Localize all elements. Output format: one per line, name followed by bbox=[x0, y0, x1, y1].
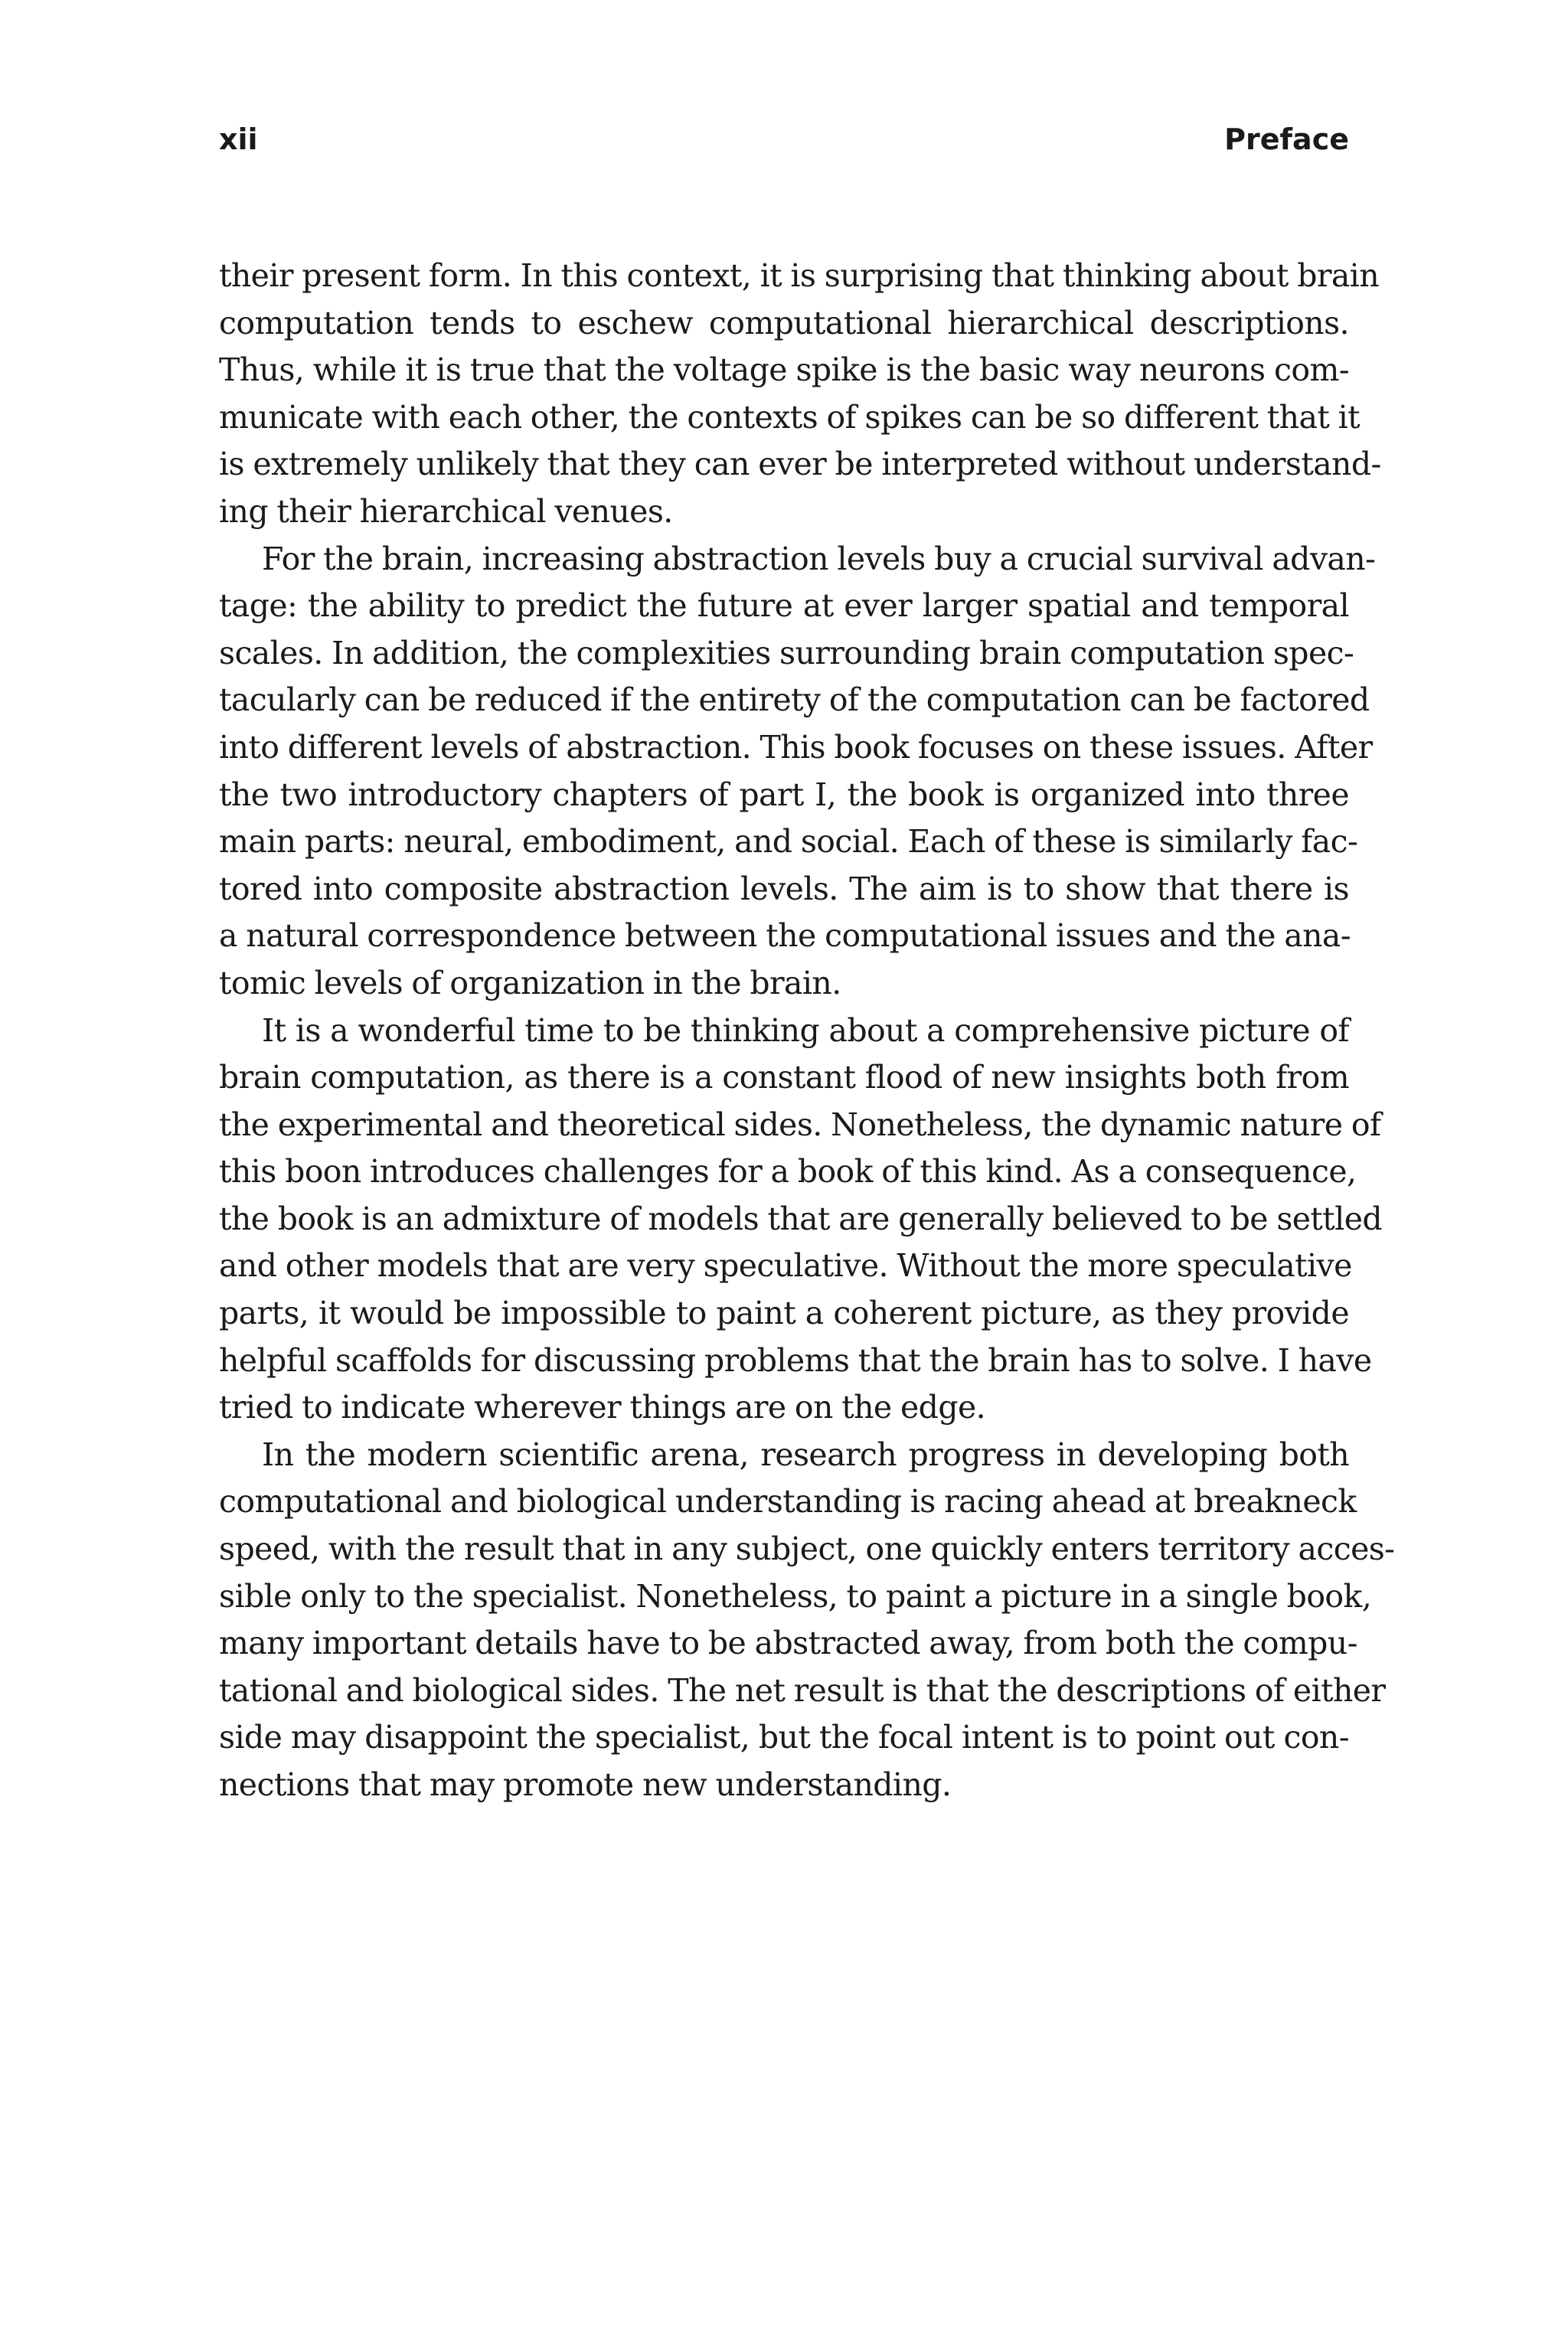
text-line: parts, it would be impossible to paint a coherent picture, as they provide bbox=[219, 1295, 1349, 1332]
text-line: nections that may promote new understanding. bbox=[219, 1766, 952, 1803]
text-line: It is a wonderful time to be thinking about a comprehensive picture of bbox=[262, 1011, 1349, 1049]
text-line: In the modern scientific arena, research progress in developing both bbox=[262, 1436, 1349, 1473]
text-line: the experimental and theoretical sides. Nonetheless, the dynamic nature of bbox=[219, 1106, 1381, 1143]
paragraph bbox=[219, 1432, 1395, 1809]
text-line: tried to indicate wherever things are on the edge. bbox=[219, 1389, 986, 1426]
text-line: a natural correspondence between the computational issues and the ana- bbox=[219, 917, 1351, 955]
text-line: side may disappoint the specialist, but the focal intent is to point out con- bbox=[219, 1719, 1349, 1756]
text-line: tomic levels of organization in the brain. bbox=[219, 964, 841, 1001]
running-head bbox=[219, 122, 1349, 161]
text-line: many important details have to be abstracted away, from both the compu- bbox=[219, 1625, 1357, 1662]
text-line: their present form. In this context, it is surprising that thinking about brain bbox=[219, 257, 1379, 294]
text-line: For the brain, increasing abstraction levels buy a crucial survival advan- bbox=[262, 540, 1376, 577]
paragraph bbox=[219, 1008, 1382, 1432]
text-line: computational and biological understanding is racing ahead at breakneck bbox=[219, 1483, 1357, 1521]
text-line: sible only to the specialist. Nonetheless, to paint a picture in a single book, bbox=[219, 1577, 1372, 1615]
text-line: municate with each other, the contexts of spikes can be so different that it bbox=[219, 398, 1361, 436]
text-line: the two introductory chapters of part I, the book is organized into three bbox=[219, 776, 1349, 813]
text-line: scales. In addition, the complexities surrounding brain computation spec- bbox=[219, 634, 1354, 671]
paragraph bbox=[219, 253, 1381, 536]
text-line: ing their hierarchical venues. bbox=[219, 492, 673, 530]
text-line: and other models that are very speculative. Without the more speculative bbox=[219, 1247, 1352, 1285]
text-line: tage: the ability to predict the future at ever larger spatial and temporal bbox=[219, 587, 1349, 625]
page-number: xii bbox=[219, 122, 258, 156]
paragraph bbox=[219, 536, 1376, 1008]
text-line: tored into composite abstraction levels. The aim is to show that there is bbox=[219, 870, 1349, 907]
text-line: speed, with the result that in any subject, one quickly enters territory acces- bbox=[219, 1530, 1395, 1568]
running-head-title: Preface bbox=[1224, 122, 1349, 156]
text-line: this boon introduces challenges for a book of this kind. As a consequence, bbox=[219, 1153, 1357, 1191]
text-line: Thus, while it is true that the voltage spike is the basic way neurons com- bbox=[219, 351, 1349, 389]
text-line: computation tends to eschew computational hierarchical descriptions. bbox=[219, 304, 1349, 341]
text-line: tational and biological sides. The net result is that the descriptions of either bbox=[219, 1671, 1386, 1709]
text-line: helpful scaffolds for discussing problems that the brain has to solve. I have bbox=[219, 1341, 1372, 1379]
preface-body-text bbox=[219, 253, 1395, 1809]
text-line: brain computation, as there is a constant flood of new insights both from bbox=[219, 1059, 1349, 1096]
text-line: into different levels of abstraction. This book focuses on these issues. After bbox=[219, 728, 1373, 766]
text-line: is extremely unlikely that they can ever be interpreted without understand- bbox=[219, 446, 1381, 483]
text-line: the book is an admixture of models that are generally believed to be settled bbox=[219, 1200, 1382, 1237]
text-line: tacularly can be reduced if the entirety of the computation can be factored bbox=[219, 681, 1370, 719]
text-line: main parts: neural, embodiment, and social. Each of these is similarly fac- bbox=[219, 823, 1358, 861]
